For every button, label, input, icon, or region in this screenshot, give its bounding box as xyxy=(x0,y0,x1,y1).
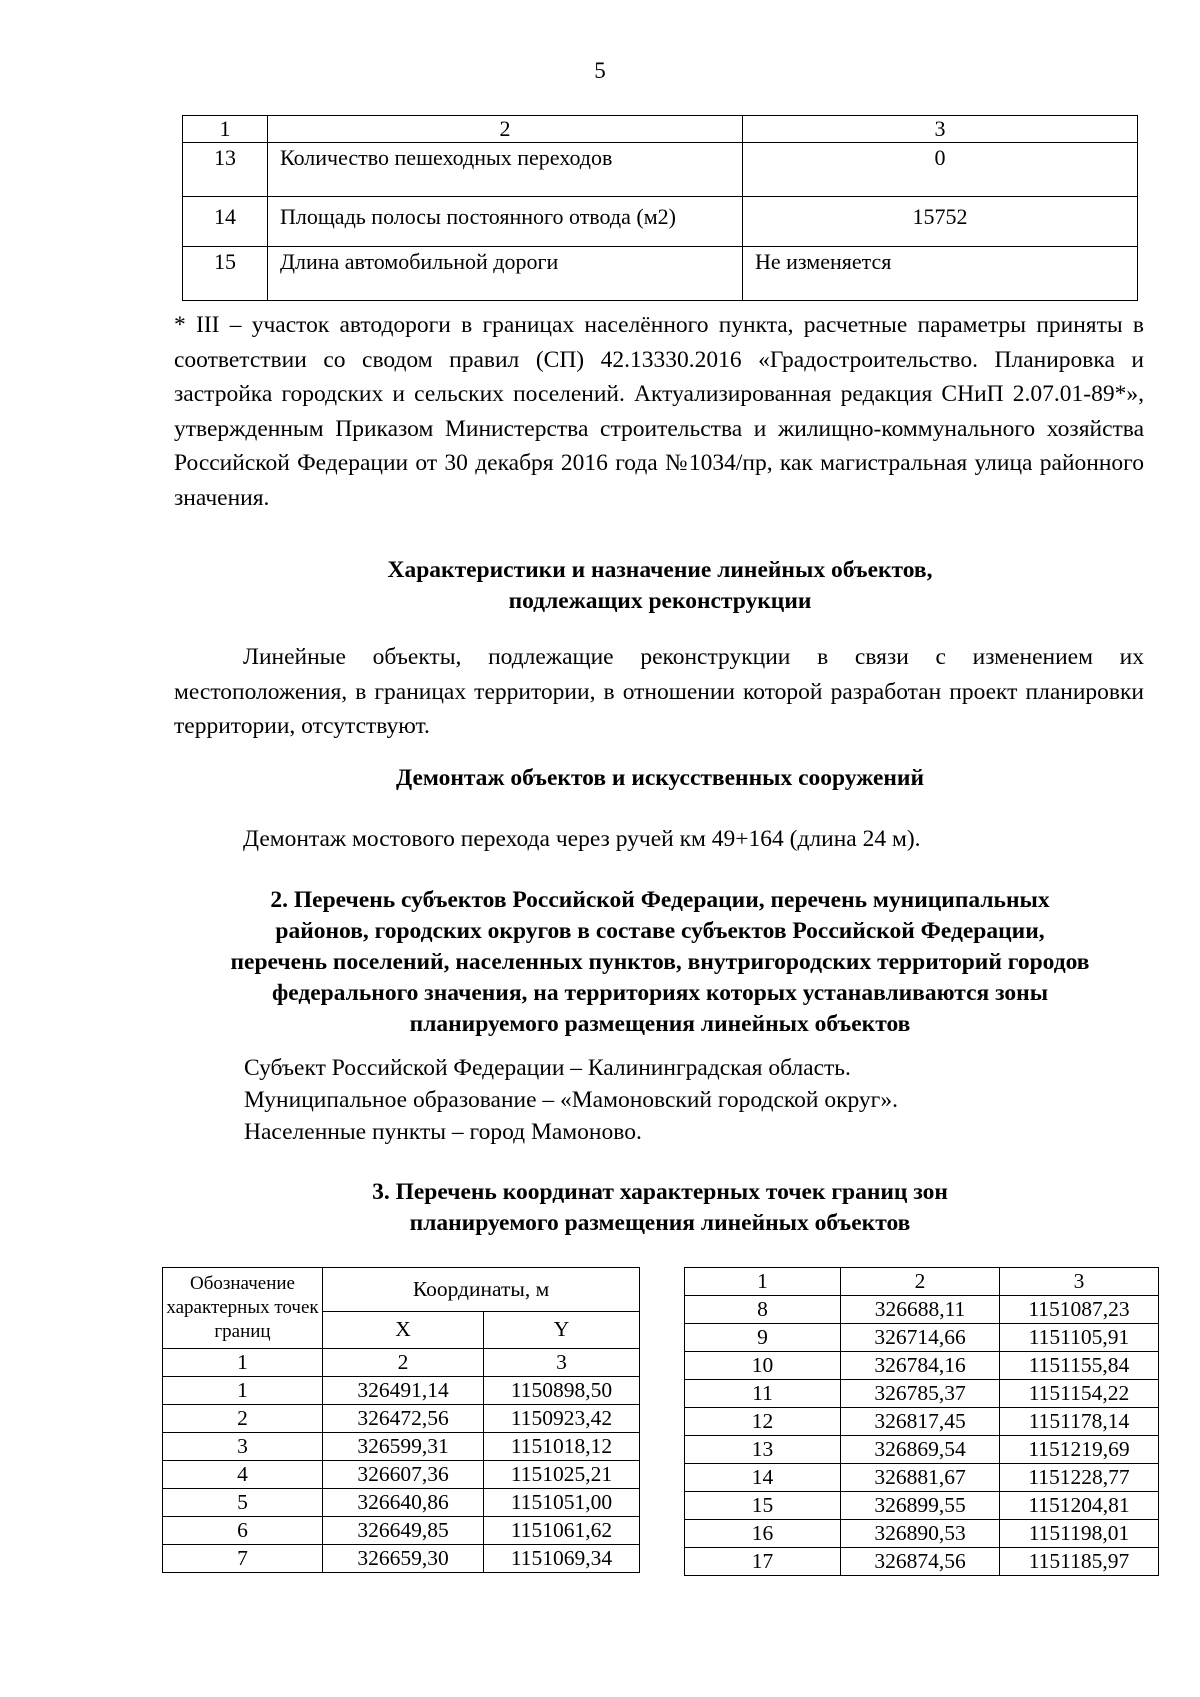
x-value: 326607,36 xyxy=(323,1461,484,1489)
y-value: 1151154,22 xyxy=(1000,1380,1159,1408)
point-id: 11 xyxy=(685,1380,841,1408)
row-value: Не изменяется xyxy=(743,247,1138,301)
y-value: 1151228,77 xyxy=(1000,1464,1159,1492)
x-value: 326874,56 xyxy=(841,1548,1000,1576)
point-id: 17 xyxy=(685,1548,841,1576)
table-row xyxy=(685,1492,1159,1520)
footnote: * III – участок автодороги в границах населённого пункта, расчетные параметры приняты в соответствии со сводом правил (СП) 42.13330.2016 «Градостроительство. Планировка и застройка городских и сельских поселений. Актуализированная редакция СНиП 2.07.01-89*», утвержденным Приказом Министерства строительства и жилищно-коммунального хозяйства Российской Федерации от 30 декабря 2016 года №1034/пр, как магистральная улица районного значения. xyxy=(174,312,1144,511)
row-value: 15752 xyxy=(743,197,1138,247)
row-number: 15 xyxy=(183,247,268,301)
header-point-designation: Обозначение характерных точек границ xyxy=(163,1268,323,1349)
heading-line: 2. Перечень субъектов Российской Федерации, перечень муниципальных xyxy=(270,887,1050,913)
y-value: 1151087,23 xyxy=(1000,1296,1159,1324)
settlement-line: Населенные пункты – город Мамоново. xyxy=(244,1119,642,1145)
index-cell: 3 xyxy=(484,1349,640,1377)
index-cell: 1 xyxy=(685,1268,841,1296)
point-id: 1 xyxy=(163,1377,323,1405)
header-cell: 2 xyxy=(268,116,743,143)
parameters-table xyxy=(182,115,1138,301)
table-row xyxy=(685,1548,1159,1576)
point-id: 6 xyxy=(163,1517,323,1545)
y-value: 1151204,81 xyxy=(1000,1492,1159,1520)
point-id: 3 xyxy=(163,1433,323,1461)
x-value: 326659,30 xyxy=(323,1545,484,1573)
section-heading-demolition xyxy=(150,763,1170,794)
x-value: 326899,55 xyxy=(841,1492,1000,1520)
point-id: 4 xyxy=(163,1461,323,1489)
x-value: 326817,45 xyxy=(841,1408,1000,1436)
characteristics-text: Линейные объекты, подлежащие реконструкции в связи с изменением их местоположения, в границах территории, в отношении которой разработан проект планировки территории, отсутствуют. xyxy=(174,644,1144,739)
coordinates-table-left xyxy=(162,1267,640,1573)
y-value: 1151185,97 xyxy=(1000,1548,1159,1576)
point-id: 7 xyxy=(163,1545,323,1573)
y-value: 1151025,21 xyxy=(484,1461,640,1489)
subject-line: Субъект Российской Федерации – Калининградская область. xyxy=(244,1055,851,1081)
point-id: 13 xyxy=(685,1436,841,1464)
x-value: 326688,11 xyxy=(841,1296,1000,1324)
x-value: 326640,86 xyxy=(323,1489,484,1517)
index-cell: 2 xyxy=(323,1349,484,1377)
heading-line: планируемого размещения линейных объектов xyxy=(409,1011,911,1037)
table-row xyxy=(163,1545,640,1573)
table-row xyxy=(685,1296,1159,1324)
x-value: 326869,54 xyxy=(841,1436,1000,1464)
y-value: 1151069,34 xyxy=(484,1545,640,1573)
row-number: 14 xyxy=(183,197,268,247)
x-value: 326785,37 xyxy=(841,1380,1000,1408)
x-value: 326472,56 xyxy=(323,1405,484,1433)
table-row xyxy=(183,143,1138,197)
table-row xyxy=(163,1405,640,1433)
index-cell: 2 xyxy=(841,1268,1000,1296)
heading-line: федерального значения, на территориях которых устанавливаются зоны xyxy=(271,980,1049,1006)
y-value: 1151018,12 xyxy=(484,1433,640,1461)
header-coordinates: Координаты, м xyxy=(323,1268,640,1312)
page-number: 5 xyxy=(594,58,606,83)
table-row xyxy=(685,1352,1159,1380)
table-row xyxy=(685,1464,1159,1492)
table-header-row xyxy=(183,116,1138,143)
index-cell: 3 xyxy=(1000,1268,1159,1296)
table-row xyxy=(685,1408,1159,1436)
table-row xyxy=(685,1380,1159,1408)
section-heading-2 xyxy=(150,885,1170,1040)
table-index-row xyxy=(163,1349,640,1377)
point-id: 16 xyxy=(685,1520,841,1548)
table-header-row xyxy=(163,1268,640,1312)
point-id: 12 xyxy=(685,1408,841,1436)
y-value: 1151155,84 xyxy=(1000,1352,1159,1380)
point-id: 10 xyxy=(685,1352,841,1380)
header-cell: 3 xyxy=(743,116,1138,143)
header-x: X xyxy=(323,1311,484,1348)
y-value: 1151178,14 xyxy=(1000,1408,1159,1436)
x-value: 326649,85 xyxy=(323,1517,484,1545)
point-id: 2 xyxy=(163,1405,323,1433)
table-row xyxy=(685,1324,1159,1352)
point-id: 14 xyxy=(685,1464,841,1492)
table-row xyxy=(163,1517,640,1545)
row-name: Длина автомобильной дороги xyxy=(268,247,743,301)
heading-line: планируемого размещения линейных объектов xyxy=(409,1210,911,1236)
table-row xyxy=(163,1377,640,1405)
row-name: Площадь полосы постоянного отвода (м2) xyxy=(268,197,743,247)
table-row xyxy=(183,247,1138,301)
coordinates-table-right xyxy=(684,1267,1159,1576)
table-row xyxy=(685,1436,1159,1464)
y-value: 1151061,62 xyxy=(484,1517,640,1545)
y-value: 1151198,01 xyxy=(1000,1520,1159,1548)
x-value: 326491,14 xyxy=(323,1377,484,1405)
x-value: 326714,66 xyxy=(841,1324,1000,1352)
y-value: 1151105,91 xyxy=(1000,1324,1159,1352)
section-heading-characteristics xyxy=(150,555,1170,617)
point-id: 8 xyxy=(685,1296,841,1324)
x-value: 326881,67 xyxy=(841,1464,1000,1492)
x-value: 326599,31 xyxy=(323,1433,484,1461)
row-name: Количество пешеходных переходов xyxy=(268,143,743,197)
header-y: Y xyxy=(484,1311,640,1348)
heading-line: Демонтаж объектов и искусственных сооружений xyxy=(395,765,925,791)
x-value: 326890,53 xyxy=(841,1520,1000,1548)
heading-line: подлежащих реконструкции xyxy=(508,588,812,614)
header-cell: 1 xyxy=(183,116,268,143)
x-value: 326784,16 xyxy=(841,1352,1000,1380)
table-row xyxy=(163,1489,640,1517)
y-value: 1150898,50 xyxy=(484,1377,640,1405)
municipality-line: Муниципальное образование – «Мамоновский городской округ». xyxy=(244,1087,898,1113)
heading-line: перечень поселений, населенных пунктов, внутригородских территорий городов xyxy=(230,949,1090,975)
table-row xyxy=(163,1461,640,1489)
table-row xyxy=(163,1433,640,1461)
heading-line: районов, городских округов в составе субъектов Российской Федерации, xyxy=(275,918,1045,944)
point-id: 15 xyxy=(685,1492,841,1520)
heading-line: Характеристики и назначение линейных объектов, xyxy=(387,557,933,583)
y-value: 1151051,00 xyxy=(484,1489,640,1517)
row-number: 13 xyxy=(183,143,268,197)
table-row xyxy=(685,1520,1159,1548)
table-index-row xyxy=(685,1268,1159,1296)
table-row xyxy=(183,197,1138,247)
point-id: 5 xyxy=(163,1489,323,1517)
row-value: 0 xyxy=(743,143,1138,197)
section-heading-3 xyxy=(150,1177,1170,1239)
y-value: 1151219,69 xyxy=(1000,1436,1159,1464)
y-value: 1150923,42 xyxy=(484,1405,640,1433)
heading-line: 3. Перечень координат характерных точек границ зон xyxy=(372,1179,948,1205)
point-id: 9 xyxy=(685,1324,841,1352)
index-cell: 1 xyxy=(163,1349,323,1377)
demolition-text: Демонтаж мостового перехода через ручей км 49+164 (длина 24 м). xyxy=(243,826,921,852)
